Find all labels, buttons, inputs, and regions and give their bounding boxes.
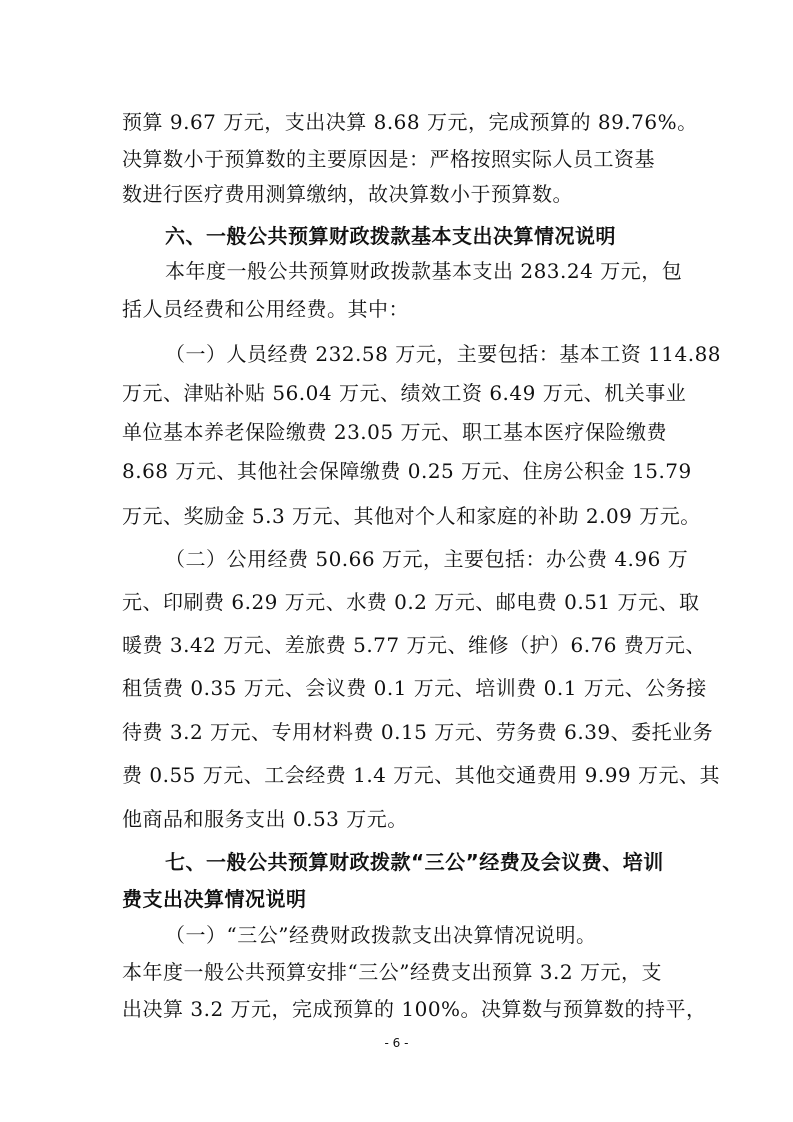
body-text-line: 本年度一般公共预算财政拨款基本支出 283.24 万元，包 (165, 259, 683, 283)
body-text-line: 待费 3.2 万元、专用材料费 0.15 万元、劳务费 6.39、委托业务 (122, 720, 714, 744)
section-heading-7: 七、一般公共预算财政拨款“三公”经费及会议费、培训 (165, 850, 664, 874)
body-text-line: 单位基本养老保险缴费 23.05 万元、职工基本医疗保险缴费 (122, 420, 667, 444)
subsection-heading: （一）“三公”经费财政拨款支出决算情况说明。 (165, 923, 597, 947)
body-text-line: （一）人员经费 232.58 万元，主要包括：基本工资 114.88 (165, 342, 722, 366)
body-text-line: 数进行医疗费用测算缴纳，故决算数小于预算数。 (122, 182, 573, 206)
section-heading-6: 六、一般公共预算财政拨款基本支出决算情况说明 (165, 224, 616, 248)
body-text-line: 他商品和服务支出 0.53 万元。 (122, 807, 408, 831)
body-text-line: 万元、奖励金 5.3 万元、其他对个人和家庭的补助 2.09 万元。 (122, 504, 701, 528)
body-text-line: 本年度一般公共预算安排“三公”经费支出预算 3.2 万元，支 (122, 960, 662, 984)
body-text-line: 出决算 3.2 万元，完成预算的 100%。决算数与预算数的持平， (122, 997, 707, 1021)
body-text-line: 租赁费 0.35 万元、会议费 0.1 万元、培训费 0.1 万元、公务接 (122, 676, 707, 700)
body-text-line: 预算 9.67 万元，支出决算 8.68 万元，完成预算的 89.76%。 (122, 110, 698, 134)
body-text-line: 决算数小于预算数的主要原因是：严格按照实际人员工资基 (122, 147, 655, 171)
page-number: - 6 - (384, 1036, 409, 1050)
body-text-line: （二）公用经费 50.66 万元，主要包括：办公费 4.96 万 (165, 547, 689, 571)
body-text-line: 费 0.55 万元、工会经费 1.4 万元、其他交通费用 9.99 万元、其 (122, 763, 721, 787)
body-text-line: 万元、津贴补贴 56.04 万元、绩效工资 6.49 万元、机关事业 (122, 381, 687, 405)
body-text-line: 括人员经费和公用经费。其中： (122, 297, 409, 321)
body-text-line: 元、印刷费 6.29 万元、水费 0.2 万元、邮电费 0.51 万元、取 (122, 590, 700, 614)
body-text-line: 8.68 万元、其他社会保障缴费 0.25 万元、住房公积金 15.79 (122, 459, 692, 483)
body-text-line: 暖费 3.42 万元、差旅费 5.77 万元、维修（护）6.76 费万元、 (122, 633, 706, 657)
section-heading-7-cont: 费支出决算情况说明 (122, 887, 307, 911)
